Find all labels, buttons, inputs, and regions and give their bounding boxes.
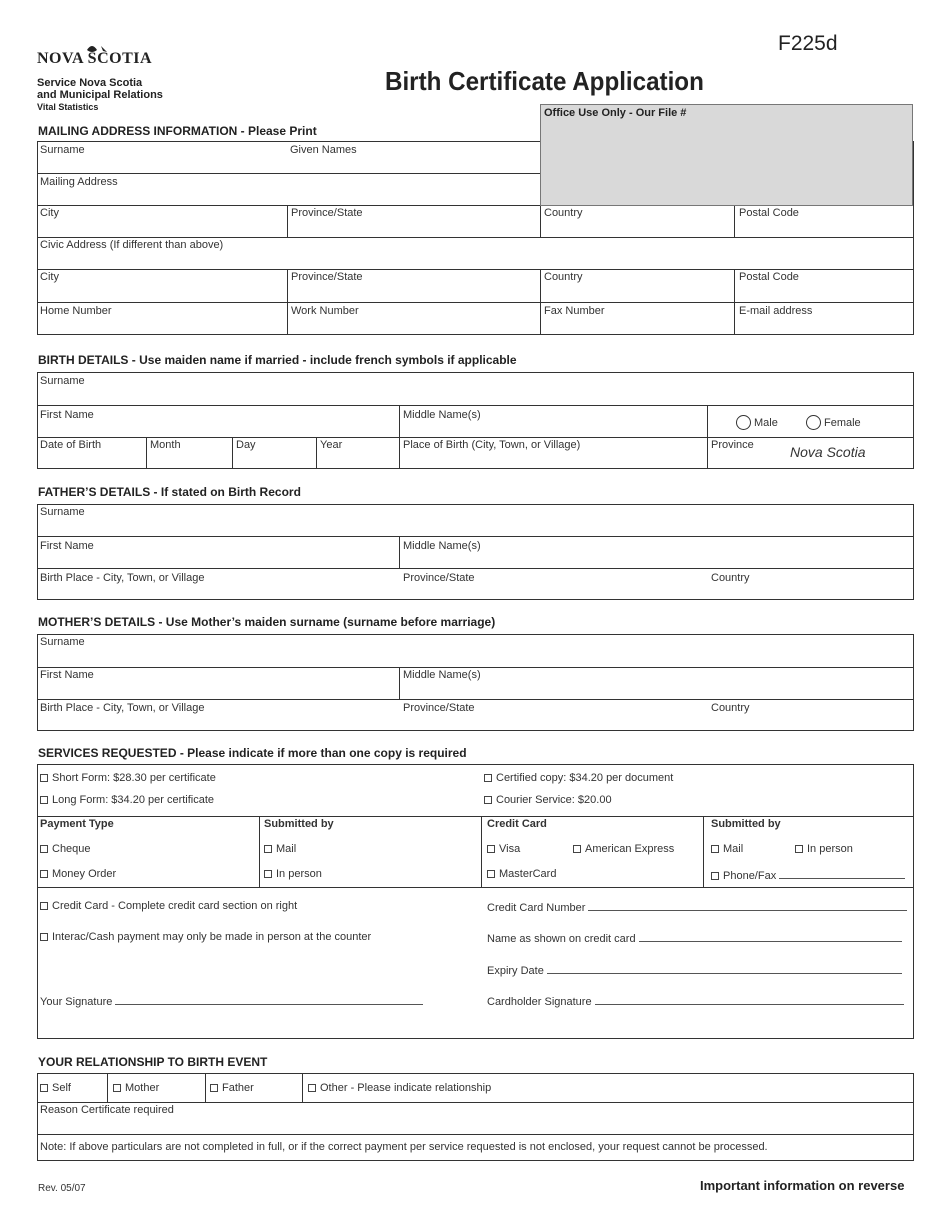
dept-line-3: Vital Statistics xyxy=(37,102,99,112)
father-label: Father xyxy=(222,1082,254,1094)
processing-note: Note: If above particulars are not completed in full, or if the correct payment per service requested is not enclosed, your request cannot be processed. xyxy=(40,1141,768,1153)
cc-note-option[interactable] xyxy=(40,900,297,912)
father-birth-place-label: Birth Place - City, Town, or Village xyxy=(40,572,205,584)
mailing-address-label: Mailing Address xyxy=(40,176,118,188)
courier-checkbox[interactable] xyxy=(484,796,492,804)
mail-option[interactable] xyxy=(264,843,296,855)
courier-label: Courier Service: $20.00 xyxy=(496,794,612,806)
mail-province-label: Province/State xyxy=(291,207,363,219)
email-label: E-mail address xyxy=(739,305,813,317)
birth-first-name-label: First Name xyxy=(40,409,94,421)
cardholder-signature-field[interactable] xyxy=(487,994,904,1008)
cc-number-field[interactable] xyxy=(487,900,907,914)
money-order-option[interactable] xyxy=(40,868,116,880)
expiry-line[interactable] xyxy=(547,963,902,974)
mastercard-option[interactable] xyxy=(487,868,556,880)
other-checkbox[interactable] xyxy=(308,1084,316,1092)
cc-name-line[interactable] xyxy=(639,931,902,942)
father-heading: FATHER’S DETAILS - If stated on Birth Record xyxy=(38,485,301,499)
page-title: Birth Certificate Application xyxy=(385,66,704,96)
father-option[interactable] xyxy=(210,1082,254,1094)
cc-note-label: Credit Card - Complete credit card section on right xyxy=(52,900,298,912)
cheque-checkbox[interactable] xyxy=(40,845,48,853)
cc-number-line[interactable] xyxy=(588,900,907,911)
mail-checkbox[interactable] xyxy=(264,845,272,853)
long-form-option[interactable] xyxy=(40,794,214,806)
office-use-box xyxy=(540,104,913,206)
mother-country-label: Country xyxy=(711,702,750,714)
in-person-option-2[interactable] xyxy=(795,843,853,855)
in-person-checkbox-2[interactable] xyxy=(795,845,803,853)
province-label: Province xyxy=(711,439,754,451)
home-number-label: Home Number xyxy=(40,305,112,317)
father-section xyxy=(37,504,914,600)
cardholder-signature-line[interactable] xyxy=(595,994,904,1005)
visa-checkbox[interactable] xyxy=(487,845,495,853)
mail-label: Mail xyxy=(276,843,297,855)
certified-copy-option[interactable] xyxy=(484,772,673,784)
mother-middle-names-label: Middle Name(s) xyxy=(403,669,481,681)
month-label: Month xyxy=(150,439,181,451)
civic-country-label: Country xyxy=(544,271,583,283)
logo-text: NOVA SCOTIA xyxy=(37,50,153,67)
cc-name-label: Name as shown on credit card xyxy=(487,933,636,945)
father-middle-names-label: Middle Name(s) xyxy=(403,540,481,552)
dept-line-2: and Municipal Relations xyxy=(37,89,163,101)
mother-section xyxy=(37,634,914,731)
father-checkbox[interactable] xyxy=(210,1084,218,1092)
payment-type-header: Payment Type xyxy=(40,818,114,830)
interac-note-label: Interac/Cash payment may only be made in person at the counter xyxy=(52,931,372,943)
nova-scotia-logo xyxy=(37,38,157,68)
short-form-option[interactable] xyxy=(40,772,216,784)
submitted-by-header-2: Submitted by xyxy=(711,818,781,830)
phone-fax-checkbox[interactable] xyxy=(711,872,719,880)
in-person-label-2: In person xyxy=(807,843,853,855)
office-use-label: Office Use Only - Our File # xyxy=(544,107,687,119)
year-label: Year xyxy=(320,439,343,451)
mailing-heading: MAILING ADDRESS INFORMATION - Please Print xyxy=(38,124,317,138)
revision-label: Rev. 05/07 xyxy=(38,1183,86,1194)
certified-copy-checkbox[interactable] xyxy=(484,774,492,782)
in-person-label: In person xyxy=(276,868,322,880)
day-label: Day xyxy=(236,439,256,451)
work-number-label: Work Number xyxy=(291,305,359,317)
in-person-checkbox[interactable] xyxy=(264,870,272,878)
dept-line-1: Service Nova Scotia xyxy=(37,77,143,89)
expiry-label: Expiry Date xyxy=(487,965,544,977)
money-order-checkbox[interactable] xyxy=(40,870,48,878)
mother-label: Mother xyxy=(125,1082,160,1094)
mail-label-2: Mail xyxy=(723,843,744,855)
mail-checkbox-2[interactable] xyxy=(711,845,719,853)
phone-fax-line[interactable] xyxy=(779,868,905,879)
mother-checkbox[interactable] xyxy=(113,1084,121,1092)
birth-heading: BIRTH DETAILS - Use maiden name if married - include french symbols if applicable xyxy=(38,353,517,367)
father-country-label: Country xyxy=(711,572,750,584)
form-code: F225d xyxy=(778,32,838,55)
female-option[interactable] xyxy=(806,415,861,430)
fax-number-label: Fax Number xyxy=(544,305,605,317)
father-surname-label: Surname xyxy=(40,506,85,518)
male-radio[interactable] xyxy=(736,415,751,430)
mail-postal-label: Postal Code xyxy=(739,207,799,219)
cc-name-field[interactable] xyxy=(487,931,902,945)
cc-number-label: Credit Card Number xyxy=(487,902,586,914)
mother-first-name-label: First Name xyxy=(40,669,94,681)
mastercard-checkbox[interactable] xyxy=(487,870,495,878)
female-label: Female xyxy=(824,417,861,429)
money-order-label: Money Order xyxy=(52,868,117,880)
cardholder-signature-label: Cardholder Signature xyxy=(487,996,592,1008)
phone-fax-option[interactable] xyxy=(711,868,905,882)
mother-heading: MOTHER’S DETAILS - Use Mother’s maiden surname (surname before marriage) xyxy=(38,615,496,629)
visa-option[interactable] xyxy=(487,843,520,855)
visa-label: Visa xyxy=(499,843,521,855)
mail-option-2[interactable] xyxy=(711,843,743,855)
civic-postal-label: Postal Code xyxy=(739,271,799,283)
dob-label: Date of Birth xyxy=(40,439,102,451)
male-label: Male xyxy=(754,417,778,429)
father-first-name-label: First Name xyxy=(40,540,94,552)
services-heading: SERVICES REQUESTED - Please indicate if more than one copy is required xyxy=(38,746,467,760)
father-province-label: Province/State xyxy=(403,572,475,584)
reason-label: Reason Certificate required xyxy=(40,1104,174,1116)
cheque-option[interactable] xyxy=(40,843,91,855)
signature-field[interactable] xyxy=(40,994,423,1008)
mail-surname-label: Surname xyxy=(40,144,85,156)
amex-option[interactable] xyxy=(573,843,674,855)
mother-option[interactable] xyxy=(113,1082,159,1094)
cc-note-checkbox[interactable] xyxy=(40,902,48,910)
other-option[interactable] xyxy=(308,1082,491,1094)
other-label: Other - Please indicate relationship xyxy=(320,1082,492,1094)
male-option[interactable] xyxy=(736,415,778,430)
self-label: Self xyxy=(52,1082,71,1094)
mail-country-label: Country xyxy=(544,207,583,219)
short-form-label: Short Form: $28.30 per certificate xyxy=(52,772,216,784)
interac-note-option[interactable] xyxy=(40,931,371,943)
civic-province-label: Province/State xyxy=(291,271,363,283)
long-form-label: Long Form: $34.20 per certificate xyxy=(52,794,215,806)
civic-address-label: Civic Address (If different than above) xyxy=(40,239,224,251)
self-option[interactable] xyxy=(40,1082,71,1094)
courier-option[interactable] xyxy=(484,794,612,806)
expiry-field[interactable] xyxy=(487,963,902,977)
important-info-note: Important information on reverse xyxy=(700,1178,905,1193)
short-form-checkbox[interactable] xyxy=(40,774,48,782)
amex-checkbox[interactable] xyxy=(573,845,581,853)
self-checkbox[interactable] xyxy=(40,1084,48,1092)
mother-province-label: Province/State xyxy=(403,702,475,714)
certified-copy-label: Certified copy: $34.20 per document xyxy=(496,772,674,784)
long-form-checkbox[interactable] xyxy=(40,796,48,804)
interac-note-checkbox[interactable] xyxy=(40,933,48,941)
cheque-label: Cheque xyxy=(52,843,91,855)
signature-label: Your Signature xyxy=(40,996,113,1008)
mother-birth-place-label: Birth Place - City, Town, or Village xyxy=(40,702,205,714)
province-value: Nova Scotia xyxy=(790,444,866,460)
signature-line[interactable] xyxy=(115,994,423,1005)
place-of-birth-label: Place of Birth (City, Town, or Village) xyxy=(403,439,581,451)
mother-surname-label: Surname xyxy=(40,636,85,648)
civic-city-label: City xyxy=(40,271,59,283)
mastercard-label: MasterCard xyxy=(499,868,557,880)
mail-given-names-label: Given Names xyxy=(290,144,357,156)
credit-card-header: Credit Card xyxy=(487,818,547,830)
in-person-option[interactable] xyxy=(264,868,322,880)
amex-label: American Express xyxy=(585,843,675,855)
birth-middle-names-label: Middle Name(s) xyxy=(403,409,481,421)
female-radio[interactable] xyxy=(806,415,821,430)
mail-city-label: City xyxy=(40,207,59,219)
phone-fax-label: Phone/Fax xyxy=(723,870,777,882)
birth-surname-label: Surname xyxy=(40,375,85,387)
submitted-by-header: Submitted by xyxy=(264,818,334,830)
relationship-heading: YOUR RELATIONSHIP TO BIRTH EVENT xyxy=(38,1055,268,1069)
